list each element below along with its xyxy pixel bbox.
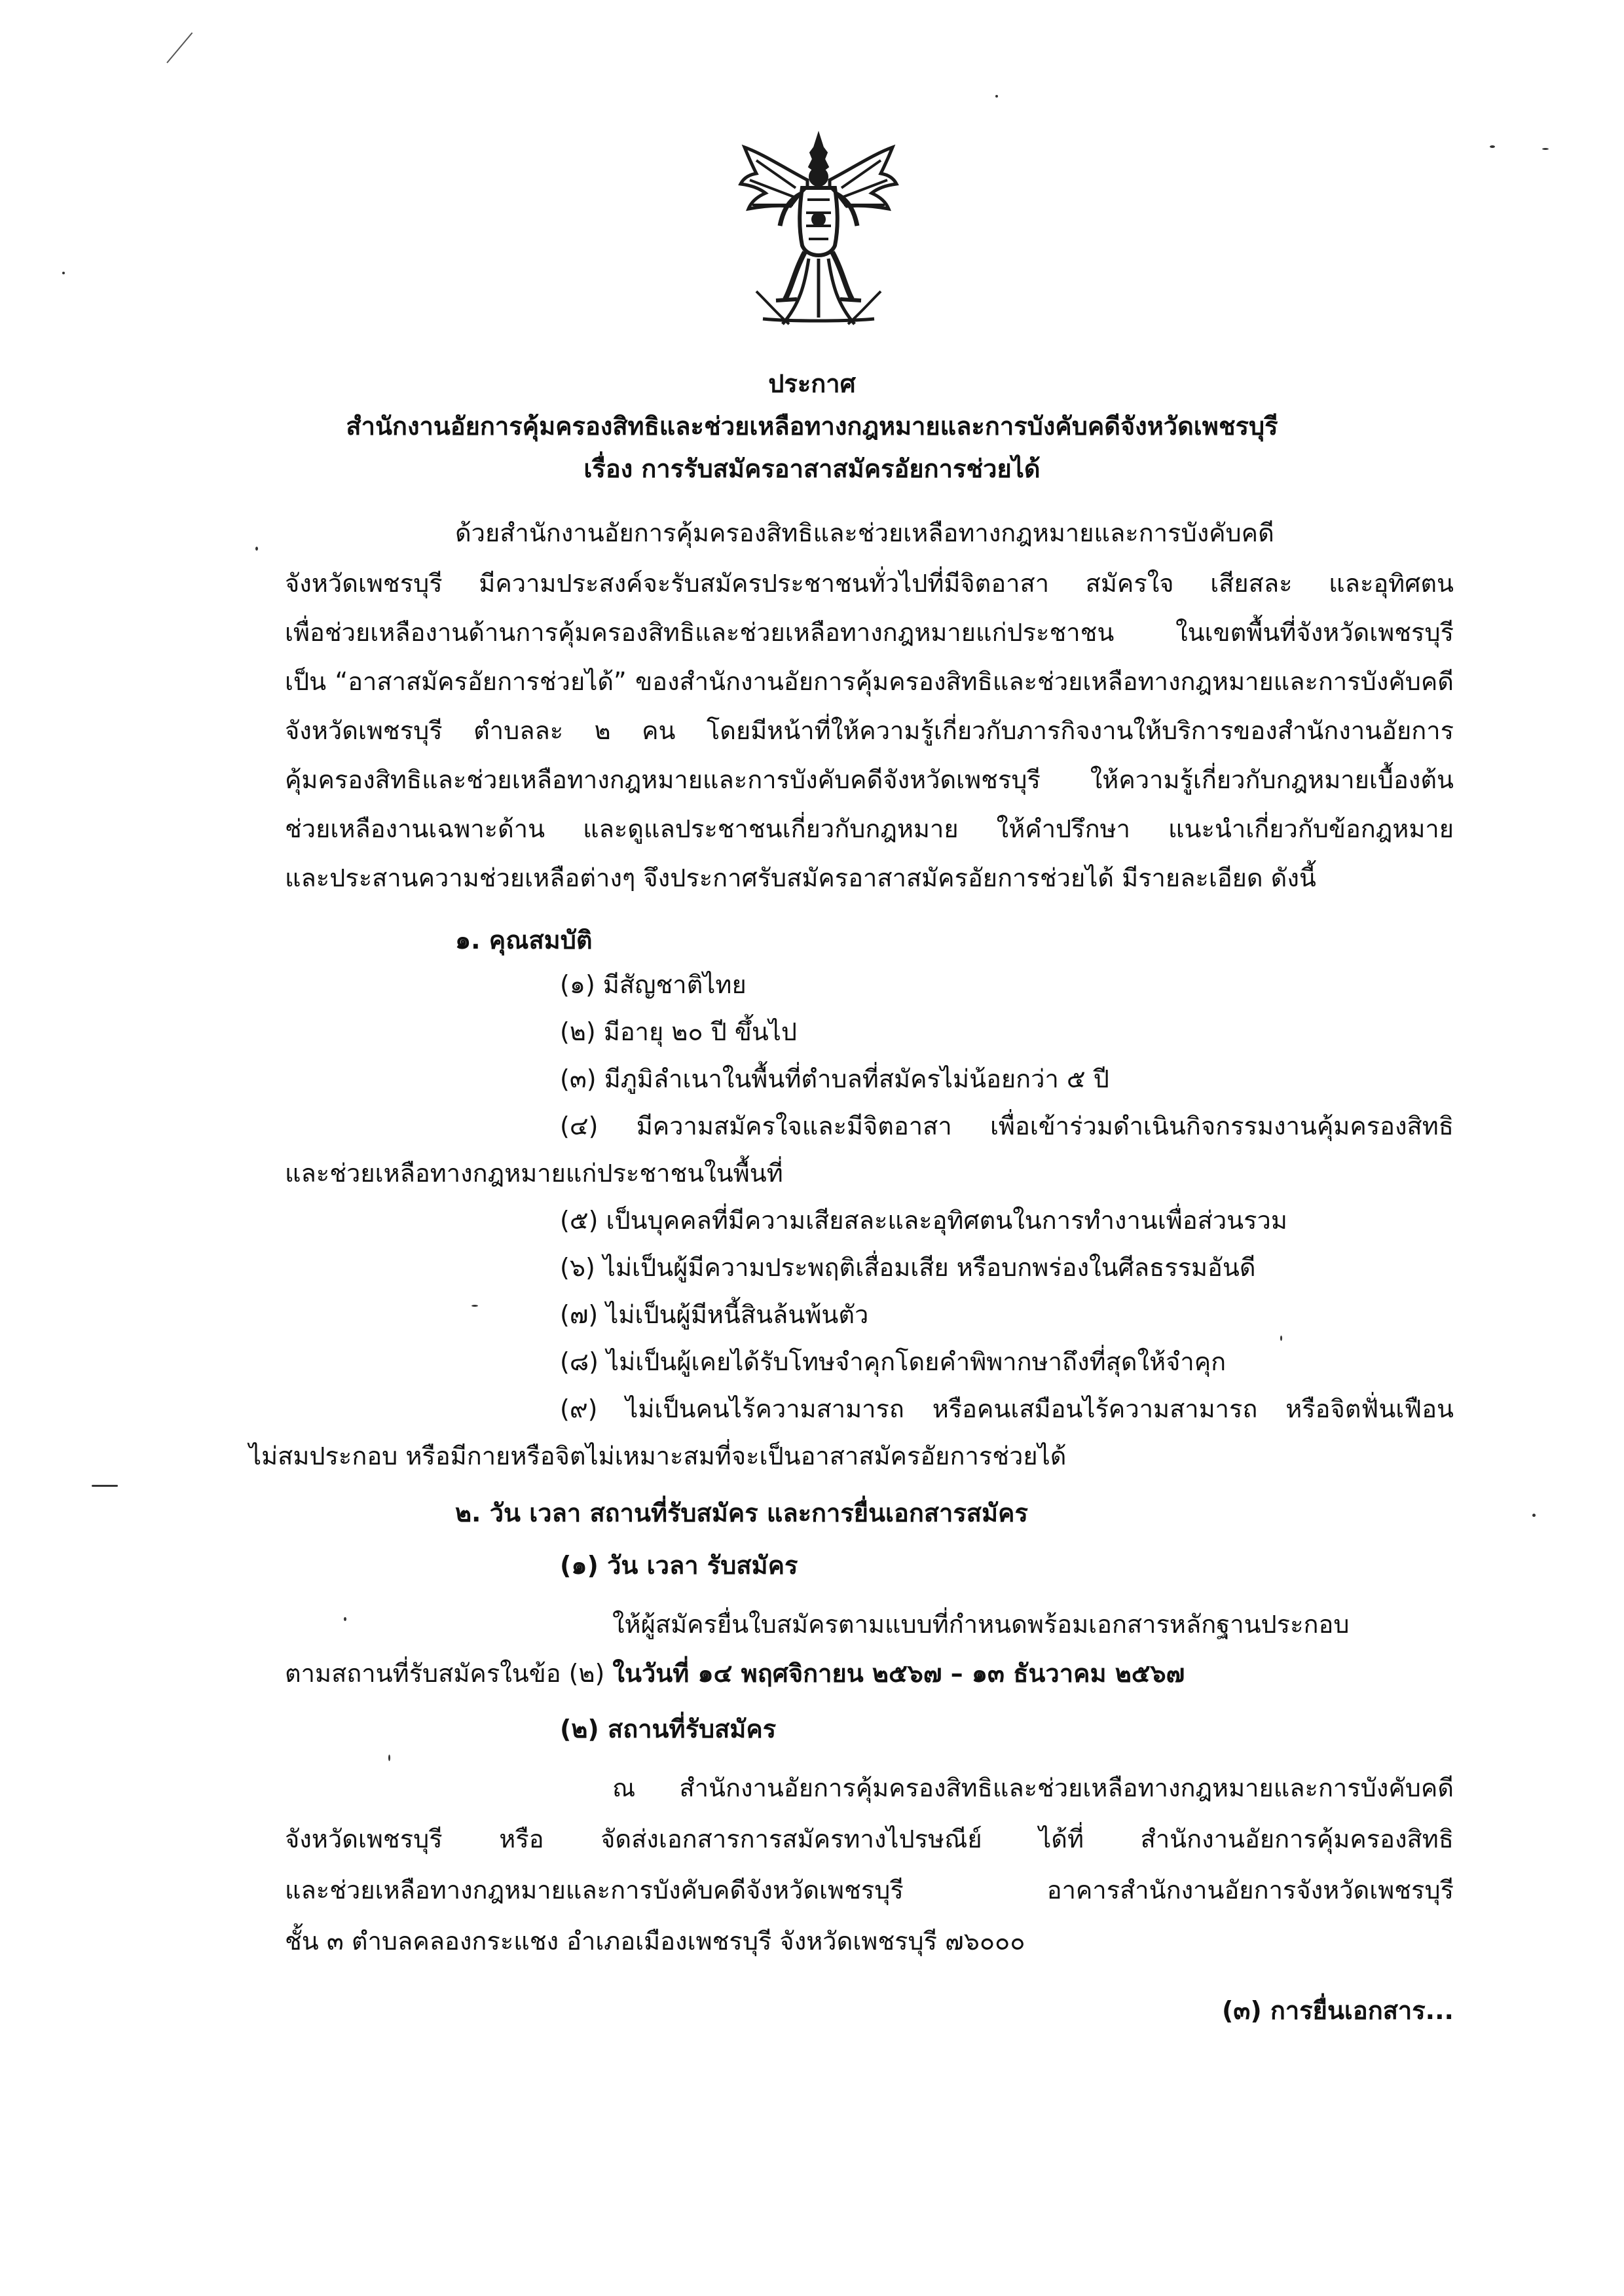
section-heading: ๒. วัน เวลา สถานที่รับสมัคร และการยื่นเอกสารสมัคร [455,1499,1028,1527]
scan-artifact [62,272,65,274]
list-item: (๘) ไม่เป็นผู้เคยได้รับโทษจำคุกโดยคำพิพากษาถึงที่สุดให้จำคุก [560,1347,1227,1376]
subsection-heading: (๒) สถานที่รับสมัคร [560,1715,777,1743]
list-item: (๒) มีอายุ ๒๐ ปี ขึ้นไป [560,1017,798,1046]
paragraph-line [285,1656,1185,1690]
paragraph-line: ช่วยเหลืองานเฉพาะด้าน และดูแลประชาชนเกี่ยวกับกฎหมาย ให้คำปรึกษา แนะนำเกี่ยวกับข้อกฎหมาย [285,814,1454,843]
list-item: (๓) มีภูมิลำเนาในพื้นที่ตำบลที่สมัครไม่น้อยกว่า ๕ ปี [560,1065,1109,1093]
scan-artifact [344,1617,346,1621]
list-item: (๙) ไม่เป็นคนไร้ความสามารถ หรือคนเสมือนไร้ความสามารถ หรือจิตฟั่นเฟือน [560,1394,1454,1423]
scan-artifact [166,32,193,63]
list-item: (๗) ไม่เป็นผู้มีหนี้สินล้นพ้นตัว [560,1300,869,1329]
paragraph-line: ด้วยสำนักงานอัยการคุ้มครองสิทธิและช่วยเหลือทางกฎหมายและการบังคับคดี [455,519,1274,547]
scan-artifact [1490,145,1495,148]
scan-artifact [92,1485,118,1487]
document-type: ประกาศ [768,369,856,398]
list-item-continuation: และช่วยเหลือทางกฎหมายแก่ประชาชนในพื้นที่ [285,1159,783,1188]
paragraph-line: เพื่อช่วยเหลืองานด้านการคุ้มครองสิทธิและช่วยเหลือทางกฎหมายแก่ประชาชน ในเขตพื้นที่จังหวัดเพชรบุรี [285,618,1454,647]
section-heading: ๑. คุณสมบัติ [455,926,593,955]
issuing-office: สำนักงานอัยการคุ้มครองสิทธิและช่วยเหลือทางกฎหมายและการบังคับคดีจังหวัดเพชรบุรี [346,412,1278,441]
paragraph-line: ณ สำนักงานอัยการคุ้มครองสิทธิและช่วยเหลือทางกฎหมายและการบังคับคดี [612,1774,1454,1802]
scan-artifact [1280,1336,1282,1341]
paragraph-line: คุ้มครองสิทธิและช่วยเหลือทางกฎหมายและการบังคับคดีจังหวัดเพชรบุรี ให้ความรู้เกี่ยวกับกฎหมายเบื้องต้น [285,765,1454,794]
garuda-emblem-icon [737,128,900,337]
list-item: (๖) ไม่เป็นผู้มีความประพฤติเสื่อมเสีย หรือบกพร่องในศีลธรรมอันดี [560,1253,1256,1282]
list-item: (๕) เป็นบุคคลที่มีความเสียสละและอุทิศตนในการทำงานเพื่อส่วนรวม [560,1206,1287,1235]
paragraph-line: จังหวัดเพชรบุรี หรือ จัดส่งเอกสารการสมัครทางไปรษณีย์ ได้ที่ สำนักงานอัยการคุ้มครองสิทธิ [285,1825,1454,1853]
paragraph-text: ตามสถานที่รับสมัครในข้อ (๒) [285,1659,613,1688]
list-item-continuation: ไม่สมประกอบ หรือมีกายหรือจิตไม่เหมาะสมที่จะเป็นอาสาสมัครอัยการช่วยได้ [249,1442,1067,1470]
scan-artifact [471,1305,478,1307]
paragraph-line: และประสานความช่วยเหลือต่างๆ จึงประกาศรับสมัครอาสาสมัครอัยการช่วยได้ มีรายละเอียด ดังนี้ [285,864,1316,892]
scan-artifact [995,95,998,98]
paragraph-line: และช่วยเหลือทางกฎหมายและการบังคับคดีจังหวัดเพชรบุรี อาคารสำนักงานอัยการจังหวัดเพชรบุรี [285,1876,1454,1904]
paragraph-line: จังหวัดเพชรบุรี ตำบลละ ๒ คน โดยมีหน้าที่ให้ความรู้เกี่ยวกับภารกิจงานให้บริการของสำนักงานอัยการ [285,716,1454,745]
paragraph-line: เป็น “อาสาสมัครอัยการช่วยได้” ของสำนักงานอัยการคุ้มครองสิทธิและช่วยเหลือทางกฎหมายและการบังคับคดี [285,667,1454,696]
list-item: (๑) มีสัญชาติไทย [560,970,747,999]
list-item: (๔) มีความสมัครใจและมีจิตอาสา เพื่อเข้าร่วมดำเนินกิจกรรมงานคุ้มครองสิทธิ [560,1112,1454,1140]
paragraph-line: จังหวัดเพชรบุรี มีความประสงค์จะรับสมัครประชาชนทั่วไปที่มีจิตอาสา สมัครใจ เสียสละ และอุทิศตน [285,569,1454,598]
paragraph-line: ชั้น ๓ ตำบลคลองกระแชง อำเภอเมืองเพชรบุรี จังหวัดเพชรบุรี ๗๖๐๐๐ [285,1927,1025,1956]
scan-artifact [388,1755,390,1761]
continued-marker: (๓) การยื่นเอกสาร... [1221,1996,1454,2025]
application-period: ในวันที่ ๑๔ พฤศจิกายน ๒๕๖๗ – ๑๓ ธันวาคม ๒๕๖๗ [612,1659,1185,1688]
scan-artifact [1532,1514,1536,1517]
scan-artifact [1542,148,1549,150]
paragraph-line: ให้ผู้สมัครยื่นใบสมัครตามแบบที่กำหนดพร้อมเอกสารหลักฐานประกอบ [612,1610,1350,1639]
subsection-heading: (๑) วัน เวลา รับสมัคร [560,1551,798,1580]
scan-artifact [255,547,258,551]
document-subject: เรื่อง การรับสมัครอาสาสมัครอัยการช่วยได้ [583,454,1041,483]
